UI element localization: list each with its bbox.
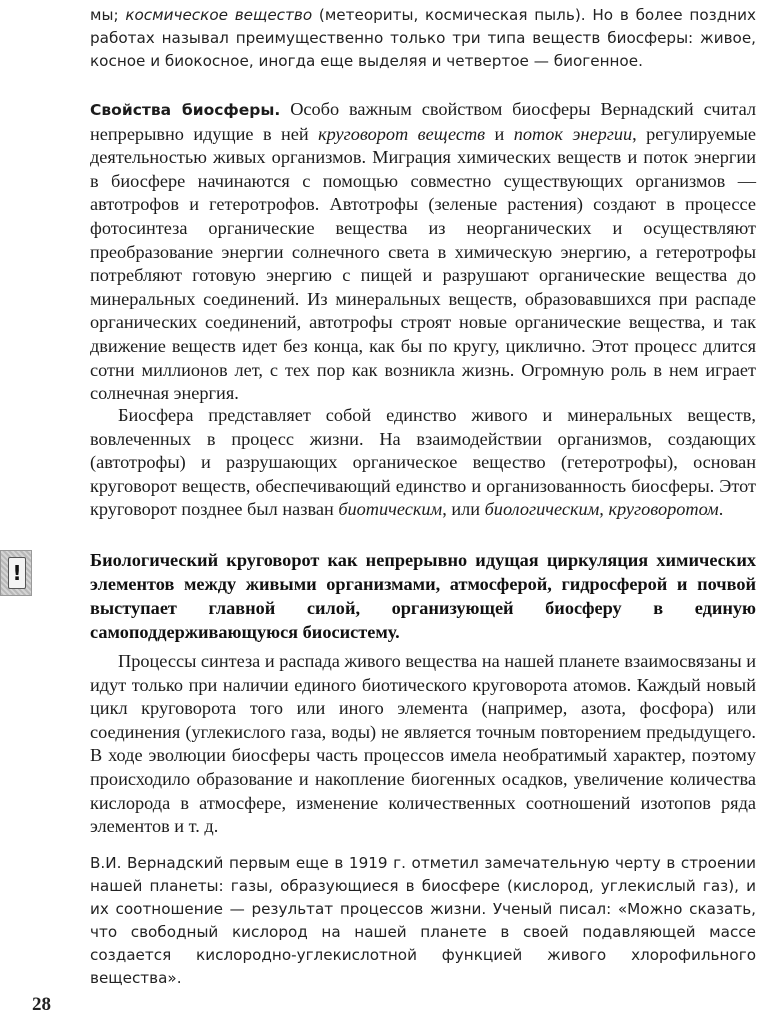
key-thesis: Биологический круговорот как непрерывно идущая циркуляция химических элементов между живыми организмами, атмосферой, гидросферой и почвой выступает главной силой, организующей биосферу в единую самоподдерживающуюся биосистему. xyxy=(90,550,756,642)
p2-text-b: , или xyxy=(442,499,485,520)
term-energy-flow: поток энергии xyxy=(513,123,633,144)
p2-text-c: . xyxy=(718,499,724,520)
p1-text-c: , регулируемые деятельностью живых организмов. Миграция химических веществ и поток энергии в биосфере начинаются с помощью совместно существующих организмов — автотрофов и гетеротрофов. Автотрофы (зеленые растения) создают в процессе фотосинтеза органические вещества из неорганических и осуществляют преобразование энергии солнечного света в химическую энергию, а гетеротрофы потребляют готовую энергию с пищей и разрушают органические вещества до минеральных соединений. Из минеральных веществ, образовавшихся при распаде органических соединений, автотрофы строят новые органические вещества, и так движение веществ идет без конца, как бы по кругу, циклично. Этот процесс длится сотни миллионов лет, с тех пор как возникла жизнь. Огромную роль в нем играет солнечная энергия. xyxy=(90,123,756,404)
biosphere-unity-paragraph xyxy=(90,404,756,522)
intro-paragraph xyxy=(90,4,756,73)
term-biotic: биотическим xyxy=(338,499,443,520)
vernadsky-note: В.И. Вернадский первым еще в 1919 г. отметил замечательную черту в строении нашей планеты: газы, образующиеся в биосфере (кислород, углекислый газ), и их соотношение — результат процессов жизни. Ученый писал: «Можно сказать, что свободный кислород на нашей планете в своей подавляющей массе создается кислородно-углекислотной функцией живого хлорофильного вещества». xyxy=(90,854,756,987)
section-heading: Свойства биосферы. xyxy=(90,101,281,119)
important-note-marker xyxy=(0,550,32,596)
page-number: 28 xyxy=(32,994,51,1015)
biosphere-properties-paragraph xyxy=(90,98,756,406)
exclamation-icon: ! xyxy=(8,557,26,589)
intro-text-2: (метеориты, космическая пыль). Но в более поздних работах называл преимущественно только три типа веществ биосферы: живое, косное и биокосное, иногда еще выделяя и четвертое — биогенное. xyxy=(90,6,756,70)
term-biological-cycle: биологическим, круговоротом xyxy=(484,499,719,520)
p1-text-b: и xyxy=(485,123,514,144)
term-circulation-of-substances: круговорот веществ xyxy=(318,123,486,144)
p2-text-a: Биосфера представляет собой единство живого и минеральных веществ, вовлеченных в процесс жизни. На взаимодействии организмов, создающих (автотрофы) и разрушающих органическое вещество (гетеротрофы), основан круговорот веществ, обеспечивающий единство и организованность биосферы. Этот круговорот позднее был назван xyxy=(90,405,756,520)
intro-italic-term: космическое вещество xyxy=(125,6,313,24)
synthesis-decay-paragraph: Процессы синтеза и распада живого вещества на нашей планете взаимосвязаны и идут только при наличии единого биотического круговорота атомов. Каждый новый цикл круговорота того или иного элемента (например, азота, фосфора) или соединения (углекислого газа, воды) не является точным повторением предыдущего. В ходе эволюции биосферы часть процессов имела необратимый характер, поэтому происходило образование и накопление биогенных осадков, увеличение количества кислорода в атмосфере, изменение количественных соотношений изотопов ряда элементов и т. д. xyxy=(90,651,756,837)
p1-text-a: Особо важным свойством биосферы Вернадский считал непрерывно идущие в ней xyxy=(90,99,756,144)
intro-text-1: мы; xyxy=(90,6,126,24)
